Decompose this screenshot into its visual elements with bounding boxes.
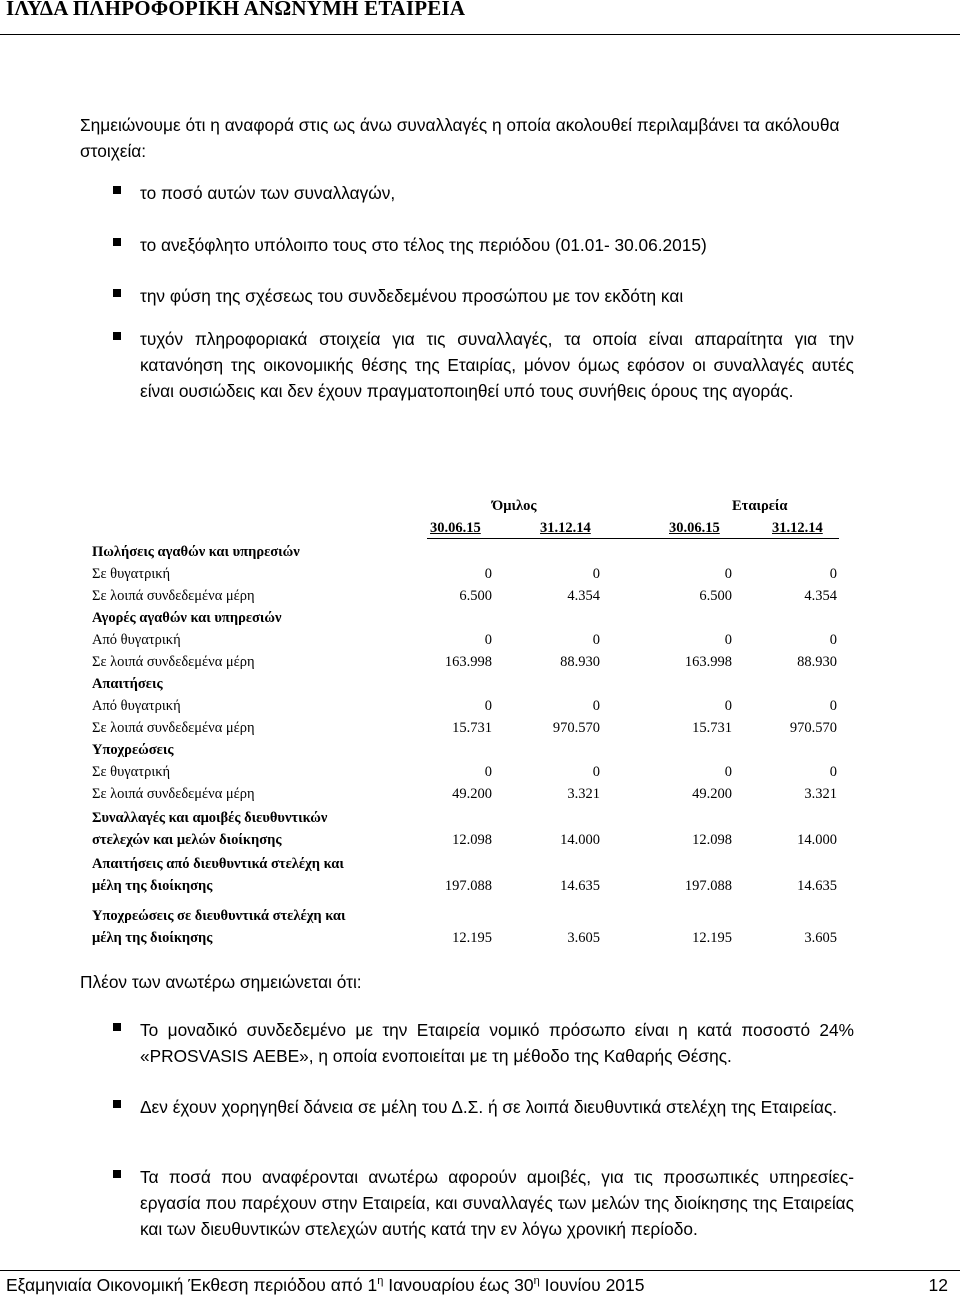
row-label: Σε λοιπά συνδεδεμένα μέρη [92,720,255,736]
cell-value: 0 [724,632,732,648]
table-row [92,566,852,586]
table-row [92,832,852,852]
column-header: 30.06.15 [430,520,481,536]
row-label: Υποχρεώσεις [92,742,174,758]
table-row [92,878,852,898]
table-row [92,764,852,784]
bullet-square-icon [113,289,125,301]
bullet-square-icon [113,1170,125,1182]
bullet-text: Το μοναδικό συνδεδεμένο με την Εταιρεία νομικό πρόσωπο είναι η κατά ποσοστό 24% «PROSVASIS ΑΕΒΕ», η οποία ενοποιείται με τη μέθοδο της Καθαρής Θέσης. [140,1020,854,1066]
cell-value: 14.635 [560,878,600,894]
row-label: Από θυγατρική [92,632,181,648]
page-number: 12 [928,1275,948,1295]
row-label: Σε λοιπά συνδεδεμένα μέρη [92,588,255,604]
row-label: Σε λοιπά συνδεδεμένα μέρη [92,654,255,670]
table-row [92,676,852,696]
cell-value: 3.605 [804,930,837,946]
cell-value: 0 [724,566,732,582]
bullet-square-icon [113,1023,125,1035]
bullet-square-icon [113,332,125,344]
table-row [92,908,852,928]
bullet-text: Τα ποσά που αναφέρονται ανωτέρω αφορούν αμοιβές, για τις προσωπικές υπηρεσίες-εργασία που παρέχουν στην Εταιρεία, και συναλλαγές των μελών της διοίκησης της Εταιρείας και των διευθυντικών στελεχών αυτής κατά την εν λόγω χρονική περίοδο. [140,1167,854,1239]
footer-text-2: Ιανουαρίου έως 30 [383,1275,534,1295]
cell-value: 3.321 [804,786,837,802]
bullet-text: τυχόν πληροφοριακά στοιχεία για τις συναλλαγές, τα οποία είναι απαραίτητα για την κατανόηση της οικονομικής θέσης της Εταιρίας, μόνον όμως εφόσον οι συναλλαγές αυτές είναι ουσιώδεις και δεν έχουν πραγματοποιηθεί υπό τους συνήθεις όρους της αγοράς. [140,329,854,401]
bullet-square-icon [113,1100,125,1112]
cell-value: 12.098 [452,832,492,848]
cell-value: 88.930 [560,654,600,670]
bullet-text: το ποσό αυτών των συναλλαγών, [140,183,396,203]
column-header: 31.12.14 [772,520,823,536]
footer-sup-1: η [377,1275,384,1288]
row-label: Σε λοιπά συνδεδεμένα μέρη [92,786,255,802]
table-row [92,856,852,876]
cell-value: 6.500 [699,588,732,604]
row-label: Σε θυγατρική [92,566,171,582]
bullet-text: Δεν έχουν χορηγηθεί δάνεια σε μέλη του Δ.Σ. ή σε λοιπά διευθυντικά στελέχη της Εταιρείας. [140,1097,838,1117]
cell-value: 0 [829,698,837,714]
row-label: Υποχρεώσεις σε διευθυντικά στελέχη και [92,908,346,924]
cell-value: 197.088 [444,878,492,894]
page-footer [6,1275,645,1296]
intro-paragraph: Σημειώνουμε ότι η αναφορά στις ως άνω συναλλαγές η οποία ακολουθεί περιλαμβάνει τα ακόλουθα στοιχεία: [80,115,840,161]
cell-value: 0 [484,632,492,648]
cell-value: 0 [484,698,492,714]
bullet-square-icon [113,238,125,250]
table-row [92,786,852,806]
page-header-title: ΙΛΥΔΑ ΠΛΗΡΟΦΟΡΙΚΗ ΑΝΩΝΥΜΗ ΕΤΑΙΡΕΙΑ [6,0,466,20]
row-label: Σε θυγατρική [92,764,171,780]
cell-value: 49.200 [452,786,492,802]
row-label: μέλη της διοίκησης [92,878,213,894]
row-label: Συναλλαγές και αμοιβές διευθυντικών [92,810,328,826]
row-label: Πωλήσεις αγαθών και υπηρεσιών [92,544,300,560]
cell-value: 12.195 [692,930,732,946]
cell-value: 14.000 [797,832,837,848]
bullet-square-icon [113,186,125,198]
cell-value: 12.098 [692,832,732,848]
row-label: μέλη της διοίκησης [92,930,213,946]
cell-value: 0 [592,764,600,780]
group-header-company: Εταιρεία [732,498,788,514]
cell-value: 0 [592,698,600,714]
group-header-group: Όμιλος [492,498,537,514]
cell-value: 970.570 [789,720,837,736]
bullet-text: το ανεξόφλητο υπόλοιπο τους στο τέλος της περιόδου (01.01- 30.06.2015) [140,235,707,255]
cell-value: 0 [829,566,837,582]
cell-value: 0 [829,764,837,780]
footer-text-1: Εξαμηνιαία Οικονομική Έκθεση περιόδου από 1 [6,1275,378,1295]
cell-value: 197.088 [684,878,732,894]
table-row [92,698,852,718]
footer-text-3: Ιουνίου 2015 [539,1275,645,1295]
table-row [92,610,852,630]
table-row [92,742,852,762]
bullet-text: την φύση της σχέσεως του συνδεδεμένου προσώπου με τον εκδότη και [140,286,684,306]
row-label: Απαιτήσεις [92,676,163,692]
table-row [92,588,852,608]
cell-value: 4.354 [804,588,837,604]
cell-value: 14.635 [797,878,837,894]
cell-value: 6.500 [459,588,492,604]
footer-sup-2: η [533,1275,540,1288]
cell-value: 12.195 [452,930,492,946]
footer-rule [0,1270,960,1271]
cell-value: 3.321 [567,786,600,802]
cell-value: 4.354 [567,588,600,604]
header-underline [427,538,839,539]
further-notes-title: Πλέον των ανωτέρω σημειώνεται ότι: [80,972,362,992]
cell-value: 0 [724,764,732,780]
column-header: 31.12.14 [540,520,591,536]
cell-value: 163.998 [684,654,732,670]
table-row [92,720,852,740]
row-label: Απαιτήσεις από διευθυντικά στελέχη και [92,856,344,872]
cell-value: 14.000 [560,832,600,848]
cell-value: 49.200 [692,786,732,802]
cell-value: 3.605 [567,930,600,946]
cell-value: 15.731 [692,720,732,736]
cell-value: 15.731 [452,720,492,736]
cell-value: 163.998 [444,654,492,670]
cell-value: 0 [592,632,600,648]
header-rule [0,34,960,35]
cell-value: 0 [829,632,837,648]
table-row [92,810,852,830]
cell-value: 970.570 [552,720,600,736]
row-label: Από θυγατρική [92,698,181,714]
row-label: Αγορές αγαθών και υπηρεσιών [92,610,282,626]
table-row [92,544,852,564]
row-label: στελεχών και μελών διοίκησης [92,832,282,848]
cell-value: 0 [724,698,732,714]
cell-value: 88.930 [797,654,837,670]
cell-value: 0 [484,764,492,780]
cell-value: 0 [484,566,492,582]
table-row [92,632,852,652]
column-header: 30.06.15 [669,520,720,536]
cell-value: 0 [592,566,600,582]
table-row [92,654,852,674]
table-row [92,930,852,950]
